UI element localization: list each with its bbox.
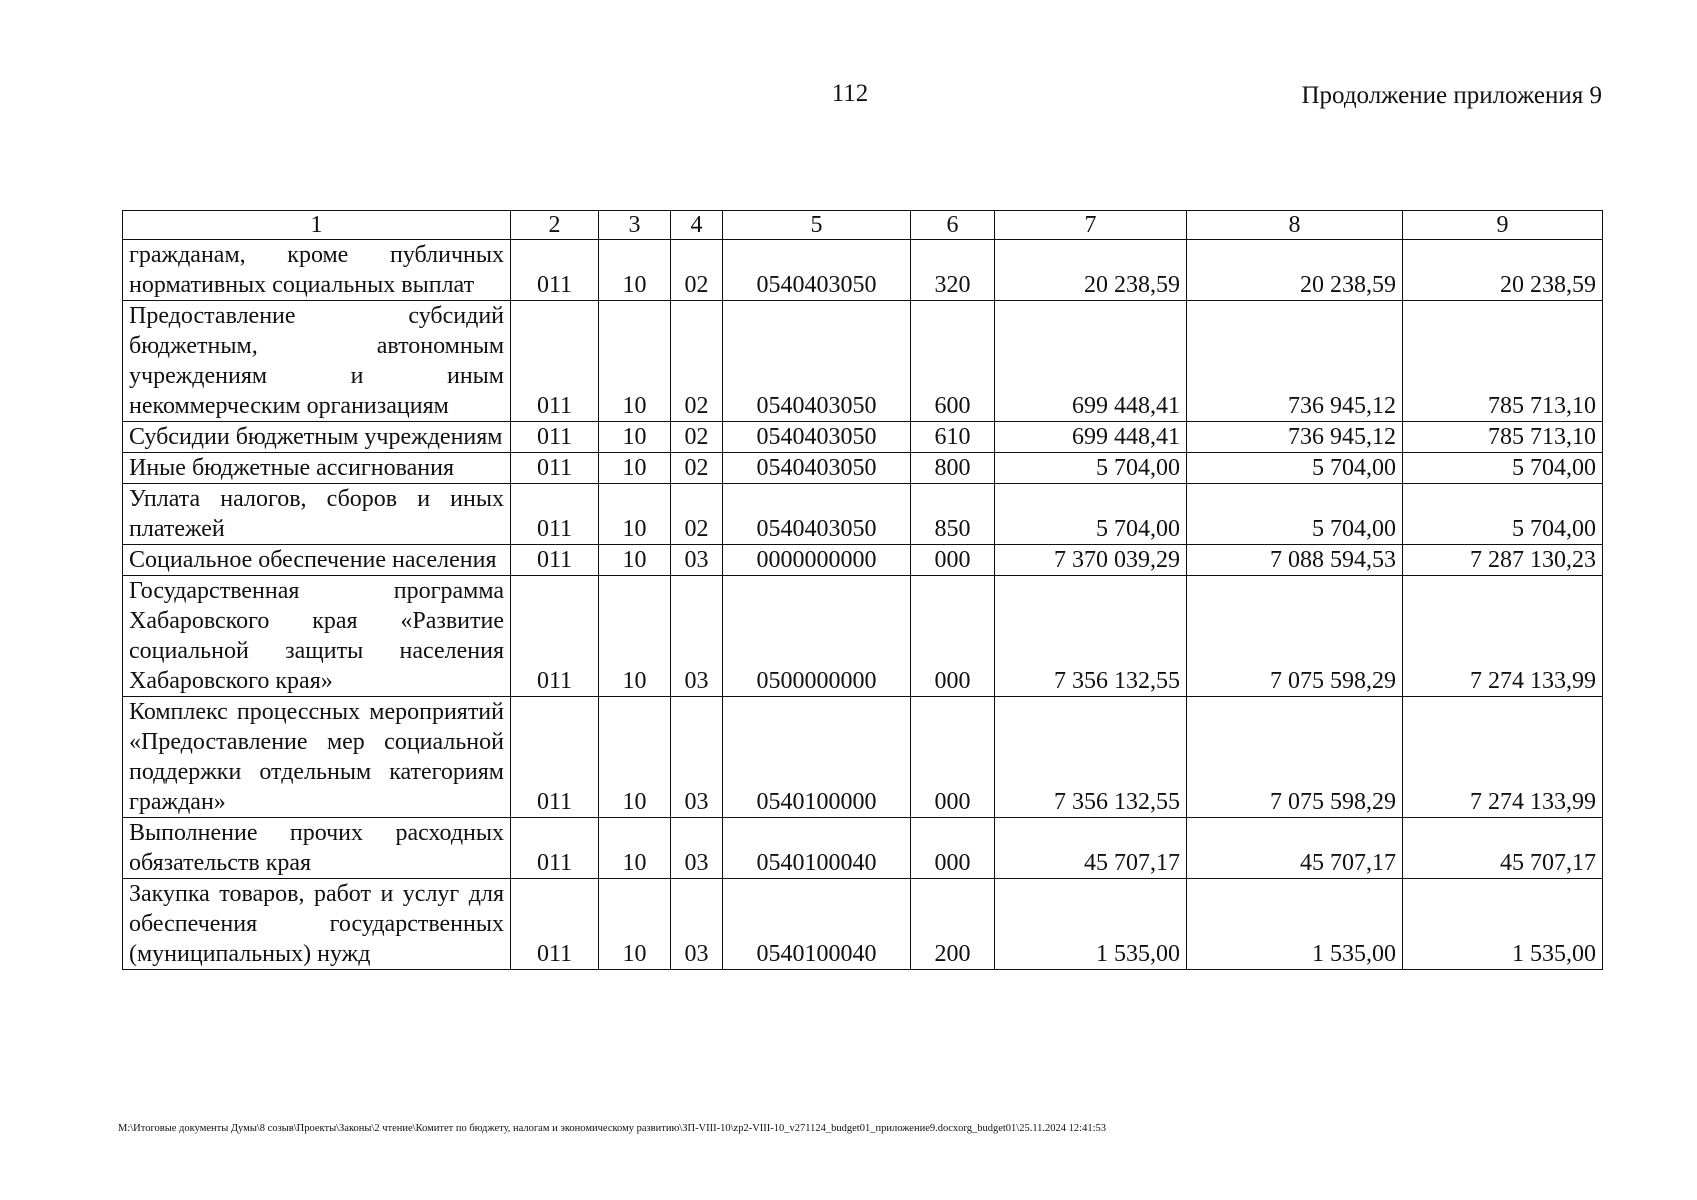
code-section: 10 (599, 879, 671, 970)
code-target-article: 0540100040 (723, 879, 911, 970)
column-header: 2 (511, 211, 599, 240)
table-row (123, 484, 1603, 545)
code-ministry: 011 (511, 301, 599, 422)
column-header: 5 (723, 211, 911, 240)
row-description: Социальное обеспечение населения (123, 545, 511, 576)
code-ministry: 011 (511, 240, 599, 301)
amount-year-1: 5 704,00 (995, 453, 1187, 484)
code-target-article: 0540100040 (723, 818, 911, 879)
amount-year-2: 7 088 594,53 (1187, 545, 1403, 576)
table-row (123, 697, 1603, 818)
table-row (123, 545, 1603, 576)
column-header: 3 (599, 211, 671, 240)
code-subsection: 03 (671, 818, 723, 879)
row-description: Субсидии бюджетным учреждениям (123, 422, 511, 453)
amount-year-1: 1 535,00 (995, 879, 1187, 970)
code-section: 10 (599, 240, 671, 301)
amount-year-1: 699 448,41 (995, 422, 1187, 453)
amount-year-3: 785 713,10 (1403, 422, 1603, 453)
amount-year-3: 5 704,00 (1403, 484, 1603, 545)
amount-year-2: 20 238,59 (1187, 240, 1403, 301)
code-expense-type: 600 (911, 301, 995, 422)
row-description: Закупка товаров, работ и услуг для обеспечения государственных (муниципальных) нужд (123, 879, 511, 970)
code-subsection: 02 (671, 422, 723, 453)
amount-year-1: 7 356 132,55 (995, 697, 1187, 818)
budget-table (122, 210, 1603, 970)
amount-year-1: 45 707,17 (995, 818, 1187, 879)
amount-year-3: 7 274 133,99 (1403, 576, 1603, 697)
code-expense-type: 000 (911, 818, 995, 879)
row-description: Иные бюджетные ассигнования (123, 453, 511, 484)
code-target-article: 0540403050 (723, 240, 911, 301)
code-expense-type: 000 (911, 697, 995, 818)
code-ministry: 011 (511, 879, 599, 970)
code-ministry: 011 (511, 422, 599, 453)
code-target-article: 0540403050 (723, 301, 911, 422)
amount-year-1: 5 704,00 (995, 484, 1187, 545)
amount-year-3: 20 238,59 (1403, 240, 1603, 301)
code-subsection: 03 (671, 697, 723, 818)
amount-year-3: 45 707,17 (1403, 818, 1603, 879)
code-section: 10 (599, 422, 671, 453)
amount-year-1: 699 448,41 (995, 301, 1187, 422)
amount-year-2: 736 945,12 (1187, 301, 1403, 422)
page-number: 112 (831, 80, 869, 107)
code-section: 10 (599, 697, 671, 818)
code-subsection: 03 (671, 879, 723, 970)
amount-year-1: 20 238,59 (995, 240, 1187, 301)
code-ministry: 011 (511, 545, 599, 576)
amount-year-3: 7 274 133,99 (1403, 697, 1603, 818)
table-row (123, 576, 1603, 697)
code-subsection: 03 (671, 576, 723, 697)
code-expense-type: 850 (911, 484, 995, 545)
amount-year-1: 7 370 039,29 (995, 545, 1187, 576)
code-expense-type: 200 (911, 879, 995, 970)
table-row (123, 453, 1603, 484)
code-subsection: 03 (671, 545, 723, 576)
amount-year-3: 1 535,00 (1403, 879, 1603, 970)
code-expense-type: 800 (911, 453, 995, 484)
code-target-article: 0540403050 (723, 484, 911, 545)
column-header: 1 (123, 211, 511, 240)
code-expense-type: 000 (911, 545, 995, 576)
table-row (123, 818, 1603, 879)
code-subsection: 02 (671, 453, 723, 484)
column-header: 7 (995, 211, 1187, 240)
code-ministry: 011 (511, 453, 599, 484)
code-expense-type: 320 (911, 240, 995, 301)
appendix-title: Продолжение приложения 9 (1301, 82, 1602, 109)
row-description: Комплекс процессных мероприятий «Предоставление мер социальной поддержки отдельным категориям граждан» (123, 697, 511, 818)
amount-year-3: 5 704,00 (1403, 453, 1603, 484)
code-subsection: 02 (671, 484, 723, 545)
amount-year-2: 736 945,12 (1187, 422, 1403, 453)
code-section: 10 (599, 818, 671, 879)
column-header: 8 (1187, 211, 1403, 240)
code-ministry: 011 (511, 576, 599, 697)
amount-year-2: 1 535,00 (1187, 879, 1403, 970)
footer-file-path: M:\Итоговые документы Думы\8 созыв\Проекты\Законы\2 чтение\Комитет по бюджету, налогам и экономическому развитию\ЗП-VIII-10\zp2-VIII-10_v271124_budget01_приложение9.docxorg_budget01\25.11.2024 12:41:53 (118, 1123, 1107, 1134)
amount-year-3: 785 713,10 (1403, 301, 1603, 422)
code-section: 10 (599, 545, 671, 576)
code-ministry: 011 (511, 484, 599, 545)
amount-year-2: 7 075 598,29 (1187, 576, 1403, 697)
code-expense-type: 610 (911, 422, 995, 453)
row-description: Выполнение прочих расходных обязательств края (123, 818, 511, 879)
code-ministry: 011 (511, 697, 599, 818)
code-target-article: 0000000000 (723, 545, 911, 576)
code-section: 10 (599, 484, 671, 545)
column-header: 4 (671, 211, 723, 240)
code-target-article: 0540403050 (723, 453, 911, 484)
code-subsection: 02 (671, 240, 723, 301)
code-subsection: 02 (671, 301, 723, 422)
column-header: 9 (1403, 211, 1603, 240)
code-target-article: 0500000000 (723, 576, 911, 697)
row-description: Государственная программа Хабаровского края «Развитие социальной защиты населения Хабаровского края» (123, 576, 511, 697)
table-row (123, 879, 1603, 970)
amount-year-3: 7 287 130,23 (1403, 545, 1603, 576)
table-row (123, 301, 1603, 422)
amount-year-2: 7 075 598,29 (1187, 697, 1403, 818)
code-section: 10 (599, 576, 671, 697)
row-description: Предоставление субсидий бюджетным, автономным учреждениям и иным некоммерческим организациям (123, 301, 511, 422)
code-expense-type: 000 (911, 576, 995, 697)
amount-year-2: 45 707,17 (1187, 818, 1403, 879)
amount-year-2: 5 704,00 (1187, 484, 1403, 545)
code-target-article: 0540100000 (723, 697, 911, 818)
code-section: 10 (599, 301, 671, 422)
amount-year-2: 5 704,00 (1187, 453, 1403, 484)
code-ministry: 011 (511, 818, 599, 879)
amount-year-1: 7 356 132,55 (995, 576, 1187, 697)
row-description: гражданам, кроме публичных нормативных социальных выплат (123, 240, 511, 301)
table-body (123, 240, 1603, 970)
column-number-row (123, 211, 1603, 240)
column-header: 6 (911, 211, 995, 240)
table-row (123, 240, 1603, 301)
table-row (123, 422, 1603, 453)
row-description: Уплата налогов, сборов и иных платежей (123, 484, 511, 545)
code-target-article: 0540403050 (723, 422, 911, 453)
code-section: 10 (599, 453, 671, 484)
